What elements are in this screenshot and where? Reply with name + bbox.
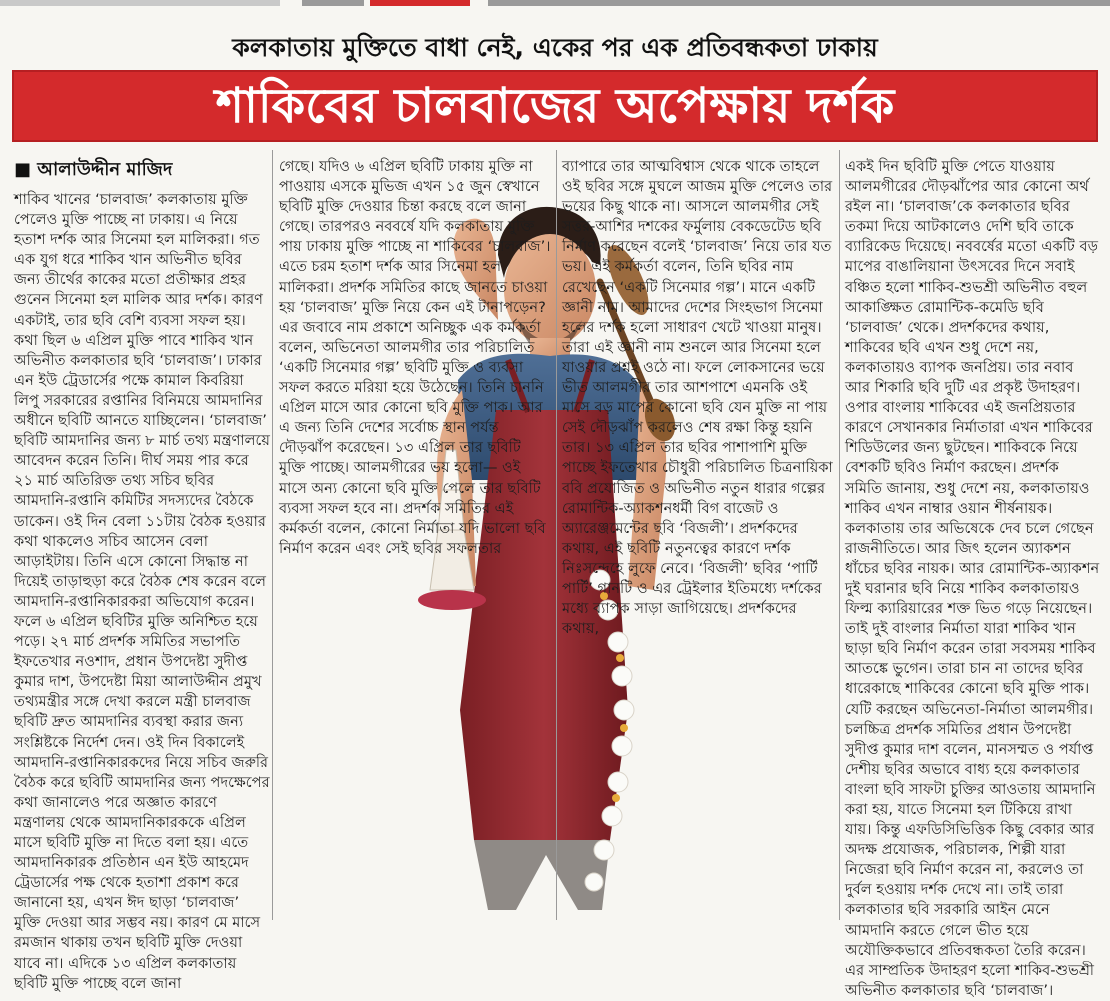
top-bar-segment xyxy=(302,0,364,6)
headline-banner xyxy=(12,70,1098,142)
article-body-col4: একই দিন ছবিটি মুক্তি পেতে যাওয়ায় আলমগীরের দৌড়ঝাঁপের আর কোনো অর্থ রইল না। ‘চালবাজ’কে কলকাতার ছবির তকমা দিয়ে আটকালেও দেশি ছবি তাকে ব্যারিকেড দিয়েছে। নববর্ষের মতো একটি বড় মাপের বাঙালিয়ানা উৎসবের দিনে সবাই বঞ্চিত হলো শাকিব-শুভশ্রী অভিনীত বহুল আকাঙ্ক্ষিত রোমান্টিক-কমেডি ছবি ‘চালবাজ’ থেকে। প্রদর্শকদের কথায়, শাকিবের ছবি এখন শুধু দেশে নয়, কলকাতায়ও ব্যাপক জনপ্রিয়। তার নবাব আর শিকারি ছবি দুটি এর প্রকৃষ্ট উদাহরণ। ওপার বাংলায় শাকিবের এই জনপ্রিয়তার কারণে সেখানকার নির্মাতারা এখন শাকিবের শিডিউলের জন্য ছুটছেন। শাকিবকে নিয়ে বেশকটি ছবিও নির্মাণ করছেন। প্রদর্শক সমিতি জানায়, শুধু দেশে নয়, কলকাতায়ও শাকিব এখন নাম্বার ওয়ান শীর্ষনায়ক। কলকাতায় তার অভিষেকে দেব চলে গেছেন রাজনীতিতে। আর জিৎ হলেন অ্যাকশন ধাঁচের ছবির নায়ক। আর রোমান্টিক-অ্যাকশন দুই ঘরানার ছবি নিয়ে শাকিব কলকাতায়ও ফিল্ম ক্যারিয়ারের শক্ত ভিত গড়ে নিয়েছেন। তাই দুই বাংলার নির্মাতা যারা শাকিব খান ছাড়া ছবি নির্মাণ করেন তারা সবসময় শাকিব আতঙ্কে ভুগেন। তারা চান না তাদের ছবির ধারেকাছে শাকিবের কোনো ছবি মুক্তি পাক। যেটি করছেন অভিনেতা-নির্মাতা আলমগীর। চলচ্চিত্র প্রদর্শক সমিতির প্রধান উপদেষ্টা সুদীপ্ত কুমার দাশ বলেন, মানসম্মত ও পর্যাপ্ত দেশীয় ছবির অভাবে বাধ্য হয়ে কলকাতার বাংলা ছবি সাফটা চুক্তির আওতায় আমদানি করা হয়, যাতে সিনেমা হল টিকিয়ে রাখা যায়। কিন্তু এফডিসিভিত্তিক কিছু বেকার আর অদক্ষ প্রযোজক, পরিচালক, শিল্পী যারা নিজেরা ছবি নির্মাণ করেন না, করলেও তা দুর্বল হওয়ায় দর্শক দেখে না। তাই তারা কলকাতার ছবি সরকারি আইন মেনে আমদানি করতে গেলে ভীত হয়ে অযৌক্তিকভাবে প্রতিবন্ধকতা তৈরি করেন। এর সাম্প্রতিক উদাহরণ হলো শাকিব-শুভশ্রী অভিনীত কলকাতার ছবি ‘চালবাজ’। xyxy=(845,158,1100,999)
column-divider xyxy=(839,150,840,920)
top-color-bar xyxy=(0,0,1110,8)
main-headline: শাকিবের চালবাজের অপেক্ষায় দর্শক xyxy=(215,78,895,134)
article-column-2 xyxy=(279,157,551,925)
byline xyxy=(14,155,172,186)
column-divider xyxy=(556,150,557,920)
bullet-icon: ■ xyxy=(14,159,38,180)
top-bar-segment xyxy=(488,0,1110,6)
article-column-1 xyxy=(14,190,270,992)
article-body-col3: ব্যাপারে তার আত্মবিশ্বাস থেকে থাকে তাহলে ওই ছবির সঙ্গে মুঘলে আজম মুক্তি পেলেও তার ভয়ের কিছু থাকে না। আসলে আলমগীর সেই সত্তর-আশির দশকের ফর্মুলায় বেকডেটেড ছবি নির্মাণ করেছেন বলেই ‘চালবাজ’ নিয়ে তার যত ভয়। এই কর্মকর্তা বলেন, তিনি ছবির নাম রেখেছেন ‘একটি সিনেমার গল্প’। মানে একটি জ্ঞানী নাম। আমাদের দেশের সিংহভাগ সিনেমা হলের দর্শক হলো সাধারণ খেটে খাওয়া মানুষ। তারা এই জ্ঞানী নাম শুনলে আর সিনেমা হলে যাওয়ার প্রশ্নই ওঠে না। ফলে লোকসানের ভয়ে ভীত আলমগীর তার আশপাশে এমনকি ওই মাসে বড় মাপের কোনো ছবি যেন মুক্তি না পায় সেই দৌড়ঝাঁপ করলেও শেষ রক্ষা কিন্তু হয়নি তার। ১৩ এপ্রিল তার ছবির পাশাপাশি মুক্তি পাচ্ছে ইফতেখার চৌধুরী পরিচালিত চিত্রনায়িকা ববি প্রযোজিত ও অভিনীত নতুন ধারার গল্পের রোমান্টিক-অ্যাকশনধর্মী বিগ বাজেট ও অ্যারেঞ্জমেন্টের ছবি ‘বিজলী’। প্রদর্শকদের কথায়, এই ছবিটি নতুনত্বের কারণে দর্শক নিঃসন্দেহে লুফে নেবে। ‘বিজলী’ ছবির ‘পার্টি পার্টি’ গানটি ও এর ট্রেইলার ইতিমধ্যে দর্শকের মধ্যে ব্যাপক সাড়া জাগিয়েছে। প্রদর্শকদের কথায়, xyxy=(562,158,833,638)
top-bar-segment xyxy=(370,0,470,6)
kicker-headline: কলকাতায় মুক্তিতে বাধা নেই, একের পর এক প্রতিবন্ধকতা ঢাকায় xyxy=(232,33,878,62)
article-body-col2: গেছে। যদিও ৬ এপ্রিল ছবিটি ঢাকায় মুক্তি না পাওয়ায় এসকে মুভিজ এখন ১৫ জুন স্বেখানে ছবিটি মুক্তি দেওয়ার চিন্তা করছে বলে জানা গেছে। তারপরও নববর্ষে যদি কলকাতায় মুক্তি পায় ঢাকায় মুক্তি পাচ্ছে না শাকিবের ‘চালবাজ’। এতে চরম হতাশ দর্শক আর সিনেমা হল মালিকরা। প্রদর্শক সমিতির কাছে জানতে চাওয়া হয় ‘চালবাজ’ মুক্তি নিয়ে কেন এই টানাপড়েন? এর জবাবে নাম প্রকাশে অনিচ্ছুক এক কর্মকর্তা বলেন, অভিনেতা আলমগীর তার পরিচালিত ‘একটি সিনেমার গল্প’ ছবিটি মুক্তি ও ব্যবসা সফল করতে মরিয়া হয়ে উঠেছেন। তিনি চাননি এপ্রিল মাসে আর কোনো ছবি মুক্তি পাক। আর এ জন্য তিনি দেশের সর্বোচ্চ স্থান পর্যন্ত দৌড়ঝাঁপ করেছেন। ১৩ এপ্রিল তার ছবিটি মুক্তি পাচ্ছে। আলমগীরের ভয় হলো— ওই মাসে অন্য কোনো ছবি মুক্তি পেলে তার ছবিটি ব্যবসা সফল হবে না। প্রদর্শক সমিতির এই কর্মকর্তা বলেন, কোনো নির্মাতা যদি ভালো ছবি নির্মাণ করেন এবং সেই ছবির সফলতার xyxy=(279,158,551,557)
article-column-3 xyxy=(562,157,834,925)
article-column-4 xyxy=(845,157,1100,999)
column-divider xyxy=(272,150,273,920)
top-bar-segment xyxy=(0,0,280,6)
byline-author: আলাউদ্দীন মাজিদ xyxy=(37,159,173,180)
article-body-col1: শাকিব খানের ‘চালবাজ’ কলকাতায় মুক্তি পেলেও মুক্তি পাচ্ছে না ঢাকায়। এ নিয়ে হতাশ দর্শক আর সিনেমা হল মালিকরা। গত এক যুগ ধরে শাকিব খান অভিনীত ছবির জন্য তীর্থের কাকের মতো প্রতীক্ষার প্রহর গুনেন সিনেমা হল মালিক আর দর্শক। কারণ একটাই, তার ছবি বেশি ব্যবসা সফল হয়। কথা ছিল ৬ এপ্রিল মুক্তি পাবে শাকিব খান অভিনীত কলকাতার ছবি ‘চালবাজ’। ঢাকার এন ইউ ট্রেডার্সের পক্ষে কামাল কিবরিয়া লিপু সরকারের রপ্তানির বিনিময়ে আমদানির অধীনে ছবিটি আনতে যাচ্ছিলেন। ‘চালবাজ’ ছবিটি আমদানির জন্য ৮ মার্চ তথ্য মন্ত্রণালয়ে আবেদন করেন তিনি। দীর্ঘ সময় পার করে ২১ মার্চ অতিরিক্ত তথ্য সচিব ছবির আমদানি-রপ্তানি কমিটির সদস্যদের বৈঠকে ডাকেন। ওই দিন বেলা ১১টায় বৈঠক হওয়ার কথা থাকলেও সচিব আসেন বেলা আড়াইটায়। তিনি এসে কোনো সিদ্ধান্ত না দিয়েই তাড়াহুড়া করে বৈঠক শেষ করেন বলে আমদানি-রপ্তানিকারকরা অভিযোগ করেন। ফলে ৬ এপ্রিল ছবিটির মুক্তি অনিশ্চিত হয়ে পড়ে। ২৭ মার্চ প্রদর্শক সমিতির সভাপতি ইফতেখার নওশাদ, প্রধান উপদেষ্টা সুদীপ্ত কুমার দাশ, উপদেষ্টা মিয়া আলাউদ্দীন প্রমুখ তথ্যমন্ত্রীর সঙ্গে দেখা করলে মন্ত্রী চালবাজ ছবিটি দ্রুত আমদানির ব্যবস্থা করার জন্য সংশ্লিষ্টকে নির্দেশ দেন। ওই দিন বিকালেই আমদানি-রপ্তানিকারকদের নিয়ে সচিব জরুরি বৈঠক করে ছবিটি আমদানির জন্য পদক্ষেপের কথা জানালেও পরে অজ্ঞাত কারণে মন্ত্রণালয় থেকে আমদানিকারককে এপ্রিল মাসে ছবিটি মুক্তি না দিতে বলা হয়। এতে আমদানিকারক প্রতিষ্ঠান এন ইউ আহমেদ ট্রেডার্সের পক্ষ থেকে হতাশা প্রকাশ করে জানানো হয়, এখন ঈদ ছাড়া ‘চালবাজ’ মুক্তি দেওয়া আর সম্ভব নয়। কারণ মে মাসে রমজান থাকায় তখন ছবিটি মুক্তি দেওয়া যাবে না। এদিকে ১৩ এপ্রিল কলকাতায় ছবিটি মুক্তি পাচ্ছে বলে জানা xyxy=(14,191,270,992)
